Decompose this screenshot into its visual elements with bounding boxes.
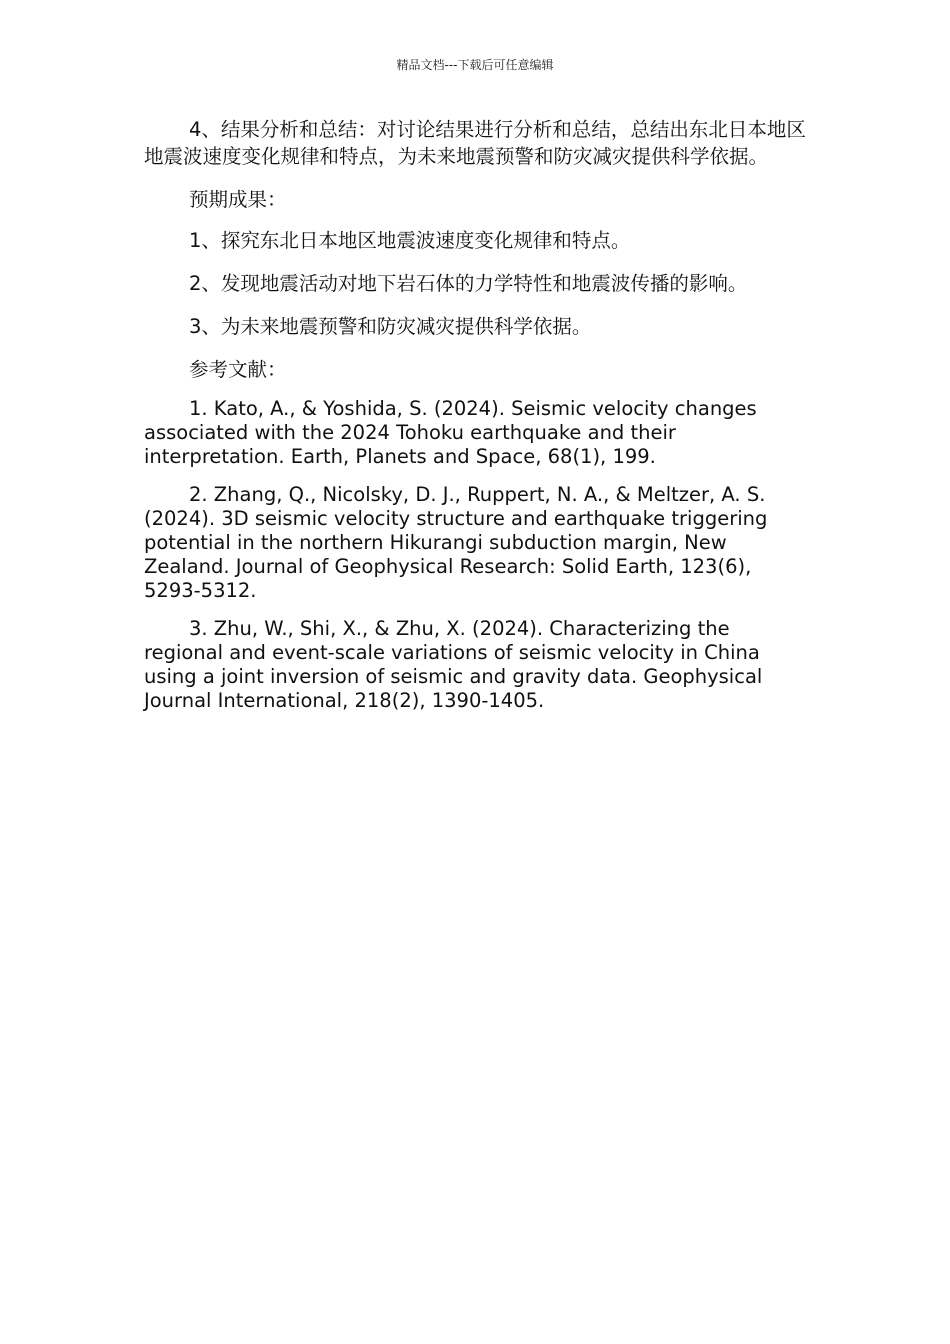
references-heading: 参考文献： (189, 358, 287, 381)
expected-result-item: 2、发现地震活动对地下岩石体的力学特性和地震波传播的影响。 (189, 272, 748, 295)
paragraph-result-analysis: 4、结果分析和总结：对讨论结果进行分析和总结，总结出东北日本地区地震波速度变化规律和特点，为未来地震预警和防灾减灾提供科学依据。 (144, 118, 806, 168)
expected-result-item: 3、为未来地震预警和防灾减灾提供科学依据。 (189, 315, 592, 338)
expected-results-heading: 预期成果： (189, 188, 287, 211)
document-body (144, 116, 808, 727)
page-header: 精品文档---下载后可任意编辑 (396, 58, 554, 72)
reference-item: 3. Zhu, W., Shi, X., & Zhu, X. (2024). Characterizing the regional and event-scale variations of seismic velocity in China using a joint inversion of seismic and gravity data. Geophysical Journal International, 218(2), 1390-1405. (144, 617, 763, 712)
reference-item: 2. Zhang, Q., Nicolsky, D. J., Ruppert, N. A., & Meltzer, A. S. (2024). 3D seismic velocity structure and earthquake triggering potential in the northern Hikurangi subduction margin, New Zealand. Journal of Geophysical Research: Solid Earth, 123(6), 5293-5312. (144, 483, 768, 602)
expected-result-item: 1、探究东北日本地区地震波速度变化规律和特点。 (189, 229, 631, 252)
reference-item: 1. Kato, A., & Yoshida, S. (2024). Seismic velocity changes associated with the 2024 Tohoku earthquake and their interpretation. Earth, Planets and Space, 68(1), 199. (144, 397, 757, 468)
